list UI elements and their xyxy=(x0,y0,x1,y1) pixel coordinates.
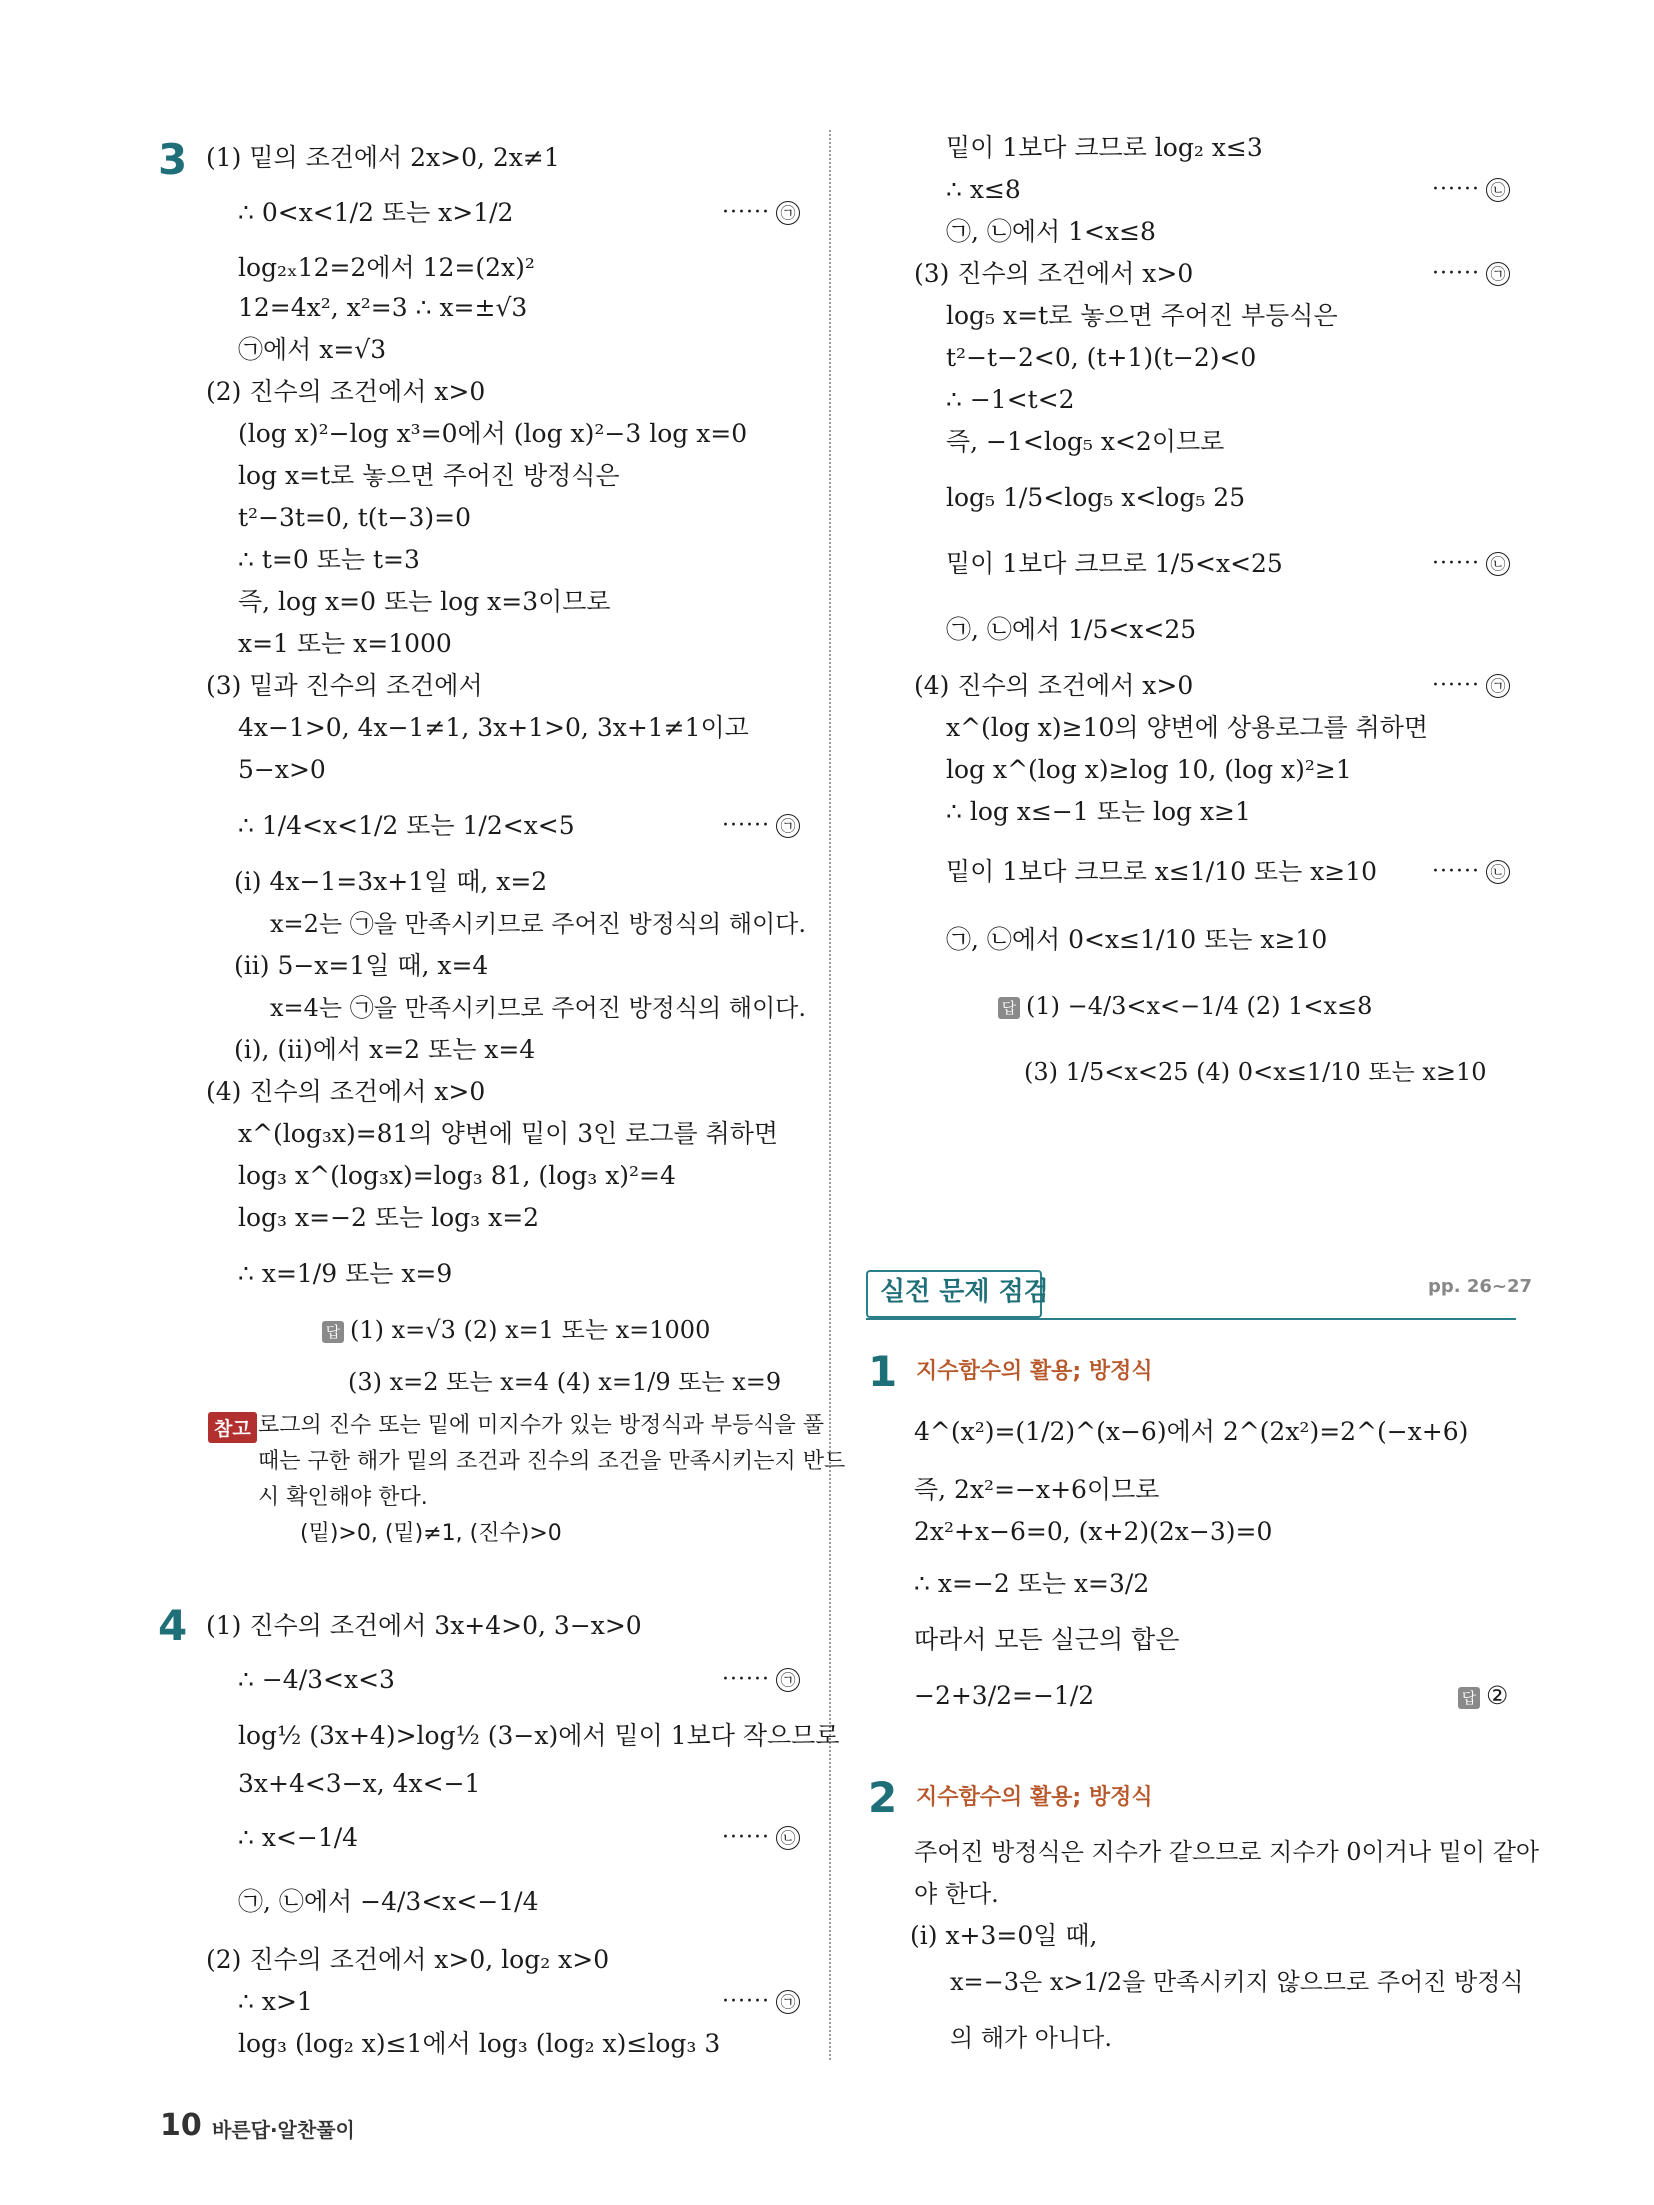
marker-3-s4: ······ ㉠ xyxy=(722,1982,800,2022)
r-line-15: 밑이 1보다 크므로 x≤1/10 또는 x≥10 xyxy=(946,857,1378,886)
r-line-5: t²−t−2<0, (t+1)(t−2)<0 xyxy=(946,343,1257,372)
marker-r4: ······ ㉠ xyxy=(1432,666,1510,706)
q2-line-4: 의 해가 아니다. xyxy=(950,2024,1112,2052)
q2-topic: 지수함수의 활용; 방정식 xyxy=(916,1785,1153,1810)
r-line-0: 밑이 1보다 크므로 log₂ x≤3 xyxy=(946,133,1263,162)
s3-line-21: (4) 진수의 조건에서 x>0 xyxy=(206,1077,486,1106)
s3-line-2: log₂ₓ12=2에서 12=(2x)² xyxy=(238,253,535,282)
marker-2-s3: ······ ㉠ xyxy=(722,806,800,846)
s3-line-16: (i) 4x−1=3x+1일 때, x=2 xyxy=(234,867,548,896)
r-line-13: log x^(log x)≥log 10, (log x)²≥1 xyxy=(946,755,1352,784)
s3-line-5: (2) 진수의 조건에서 x>0 xyxy=(206,377,486,406)
r-line-16: ㉠, ㉡에서 0<x≤1/10 또는 x≥10 xyxy=(946,925,1328,954)
q2-line-0: 주어진 방정식은 지수가 같으므로 지수가 0이거나 밑이 같아 xyxy=(914,1838,1540,1866)
r-line-2: ㉠, ㉡에서 1<x≤8 xyxy=(946,217,1156,246)
s3-line-12: (3) 밑과 진수의 조건에서 xyxy=(206,671,483,700)
q1-topic: 지수함수의 활용; 방정식 xyxy=(916,1359,1153,1384)
q2-line-3: x=−3은 x>1/2을 만족시키지 않으므로 주어진 방정식 xyxy=(950,1968,1524,1996)
circled-marker-icon: ㉠ xyxy=(1486,674,1510,698)
marker-r5: ······ ㉡ xyxy=(1432,852,1510,892)
s3-line-0: (1) 밑의 조건에서 2x>0, 2x≠1 xyxy=(206,143,560,172)
s4-line-0: (1) 진수의 조건에서 3x+4>0, 3−x>0 xyxy=(206,1611,642,1640)
answer-badge: 답 xyxy=(998,997,1020,1019)
s3-answer-row-1: 답 (1) x=√3 (2) x=1 또는 x=1000 xyxy=(322,1310,710,1350)
page-number: 10 xyxy=(160,2108,202,2143)
circled-marker-icon: ㉡ xyxy=(776,1826,800,1850)
marker-r1: ······ ㉡ xyxy=(1432,170,1510,210)
r-line-8: log₅ 1/5<log₅ x<log₅ 25 xyxy=(946,483,1246,512)
circled-marker-icon: ㉠ xyxy=(776,1668,800,1692)
r-line-3: (3) 진수의 조건에서 x>0 xyxy=(914,259,1194,288)
s3-line-15: ∴ 1/4<x<1/2 또는 1/2<x<5 xyxy=(238,811,575,840)
r-line-9: 밑이 1보다 크므로 1/5<x<25 xyxy=(946,549,1283,578)
s4-line-2: log½ (3x+4)>log½ (3−x)에서 밑이 1보다 작으므로 xyxy=(238,1721,840,1750)
section-4-number: 4 xyxy=(158,1601,188,1650)
reference-badge: 참고 xyxy=(208,1412,257,1443)
s3-line-10: 즉, log x=0 또는 log x=3이므로 xyxy=(238,587,611,616)
circled-marker-icon: ㉠ xyxy=(776,814,800,838)
s3-line-8: t²−3t=0, t(t−3)=0 xyxy=(238,503,472,532)
s3-line-1: ∴ 0<x<1/2 또는 x>1/2 xyxy=(238,198,514,227)
s3-line-9: ∴ t=0 또는 t=3 xyxy=(238,545,420,574)
s3-line-25: ∴ x=1/9 또는 x=9 xyxy=(238,1259,453,1288)
q1-line-0: 4^(x²)=(1/2)^(x−6)에서 2^(2x²)=2^(−x+6) xyxy=(914,1417,1469,1446)
s4-line-7: ∴ x>1 xyxy=(238,1987,313,2016)
q1-line-2: 2x²+x−6=0, (x+2)(2x−3)=0 xyxy=(914,1517,1273,1546)
r-answer-row-1: 답 (1) −4/3<x<−1/4 (2) 1<x≤8 xyxy=(998,986,1372,1026)
q1-line-5: −2+3/2=−1/2 xyxy=(914,1681,1095,1710)
s4-line-1: ∴ −4/3<x<3 xyxy=(238,1665,395,1694)
ref-line-0: 로그의 진수 또는 밑에 미지수가 있는 방정식과 부등식을 풀 xyxy=(258,1413,824,1438)
column-divider xyxy=(829,130,831,2060)
q2-number: 2 xyxy=(868,1773,898,1822)
marker-r2: ······ ㉠ xyxy=(1432,254,1510,294)
q2-line-2: (i) x+3=0일 때, xyxy=(910,1921,1098,1950)
s3-line-20: (i), (ii)에서 x=2 또는 x=4 xyxy=(234,1035,536,1064)
section-3-number: 3 xyxy=(158,135,188,184)
marker-1-s3: ······ ㉠ xyxy=(722,193,800,233)
s3-line-7: log x=t로 놓으면 주어진 방정식은 xyxy=(238,461,620,490)
s4-line-5: ㉠, ㉡에서 −4/3<x<−1/4 xyxy=(238,1887,539,1916)
ref-line-1: 때는 구한 해가 밑의 조건과 진수의 조건을 만족시키는지 반드 xyxy=(258,1449,846,1474)
answer-badge: 답 xyxy=(322,1321,344,1343)
marker-r3: ······ ㉡ xyxy=(1432,544,1510,584)
s3-line-14: 5−x>0 xyxy=(238,755,326,784)
r-line-11: (4) 진수의 조건에서 x>0 xyxy=(914,671,1194,700)
s3-line-22: x^(log₃x)=81의 양변에 밑이 3인 로그를 취하면 xyxy=(238,1119,779,1148)
r-line-6: ∴ −1<t<2 xyxy=(946,385,1075,414)
q1-line-1: 즉, 2x²=−x+6이므로 xyxy=(914,1475,1160,1504)
s3-line-24: log₃ x=−2 또는 log₃ x=2 xyxy=(238,1203,540,1232)
q1-line-4: 따라서 모든 실근의 합은 xyxy=(914,1625,1180,1654)
s3-line-3: 12=4x², x²=3 ∴ x=±√3 xyxy=(238,293,528,322)
s4-line-4: ∴ x<−1/4 xyxy=(238,1823,359,1852)
practice-check-pages: pp. 26~27 xyxy=(1428,1276,1533,1297)
q1-answer: 답 ② xyxy=(1458,1676,1508,1716)
s3-line-23: log₃ x^(log₃x)=log₃ 81, (log₃ x)²=4 xyxy=(238,1161,676,1190)
book-title: 바른답·알찬풀이 xyxy=(212,2118,355,2142)
r-line-4: log₅ x=t로 놓으면 주어진 부등식은 xyxy=(946,301,1338,330)
r-line-12: x^(log x)≥10의 양변에 상용로그를 취하면 xyxy=(946,713,1429,742)
s3-line-11: x=1 또는 x=1000 xyxy=(238,629,452,658)
s3-line-4: ㉠에서 x=√3 xyxy=(238,335,387,364)
s4-line-3: 3x+4<3−x, 4x<−1 xyxy=(238,1769,481,1798)
r-line-14: ∴ log x≤−1 또는 log x≥1 xyxy=(946,797,1251,826)
circled-marker-icon: ㉡ xyxy=(1486,860,1510,884)
circled-marker-icon: ㉠ xyxy=(776,1990,800,2014)
r-line-7: 즉, −1<log₅ x<2이므로 xyxy=(946,427,1225,456)
marker-1-s4: ······ ㉠ xyxy=(722,1660,800,1700)
q1-number: 1 xyxy=(868,1347,898,1396)
s3-answer-row-2: (3) x=2 또는 x=4 (4) x=1/9 또는 x=9 xyxy=(348,1368,782,1396)
ref-line-3: (밑)>0, (밑)≠1, (진수)>0 xyxy=(300,1521,562,1546)
practice-check-title: 실전 문제 점검 xyxy=(880,1277,1049,1307)
s4-line-6: (2) 진수의 조건에서 x>0, log₂ x>0 xyxy=(206,1945,610,1974)
circled-marker-icon: ㉠ xyxy=(776,201,800,225)
s3-line-18: (ii) 5−x=1일 때, x=4 xyxy=(234,951,489,980)
ref-line-2: 시 확인해야 한다. xyxy=(258,1485,428,1510)
r-line-10: ㉠, ㉡에서 1/5<x<25 xyxy=(946,615,1197,644)
s3-line-13: 4x−1>0, 4x−1≠1, 3x+1>0, 3x+1≠1이고 xyxy=(238,713,749,742)
practice-check-underline xyxy=(866,1318,1516,1320)
s3-line-17: x=2는 ㉠을 만족시키므로 주어진 방정식의 해이다. xyxy=(270,910,806,938)
q1-line-3: ∴ x=−2 또는 x=3/2 xyxy=(914,1569,1150,1598)
circled-marker-icon: ㉡ xyxy=(1486,178,1510,202)
circled-marker-icon: ㉡ xyxy=(1486,552,1510,576)
circled-marker-icon: ㉠ xyxy=(1486,262,1510,286)
marker-2-s4: ······ ㉡ xyxy=(722,1818,800,1858)
answer-badge: 답 xyxy=(1458,1687,1480,1709)
s3-line-6: (log x)²−log x³=0에서 (log x)²−3 log x=0 xyxy=(238,419,748,448)
s4-line-8: log₃ (log₂ x)≤1에서 log₃ (log₂ x)≤log₃ 3 xyxy=(238,2029,721,2058)
s3-line-19: x=4는 ㉠을 만족시키므로 주어진 방정식의 해이다. xyxy=(270,994,806,1022)
q2-line-1: 야 한다. xyxy=(914,1880,999,1908)
r-answer-row-2: (3) 1/5<x<25 (4) 0<x≤1/10 또는 x≥10 xyxy=(1024,1058,1487,1086)
r-line-1: ∴ x≤8 xyxy=(946,175,1021,204)
